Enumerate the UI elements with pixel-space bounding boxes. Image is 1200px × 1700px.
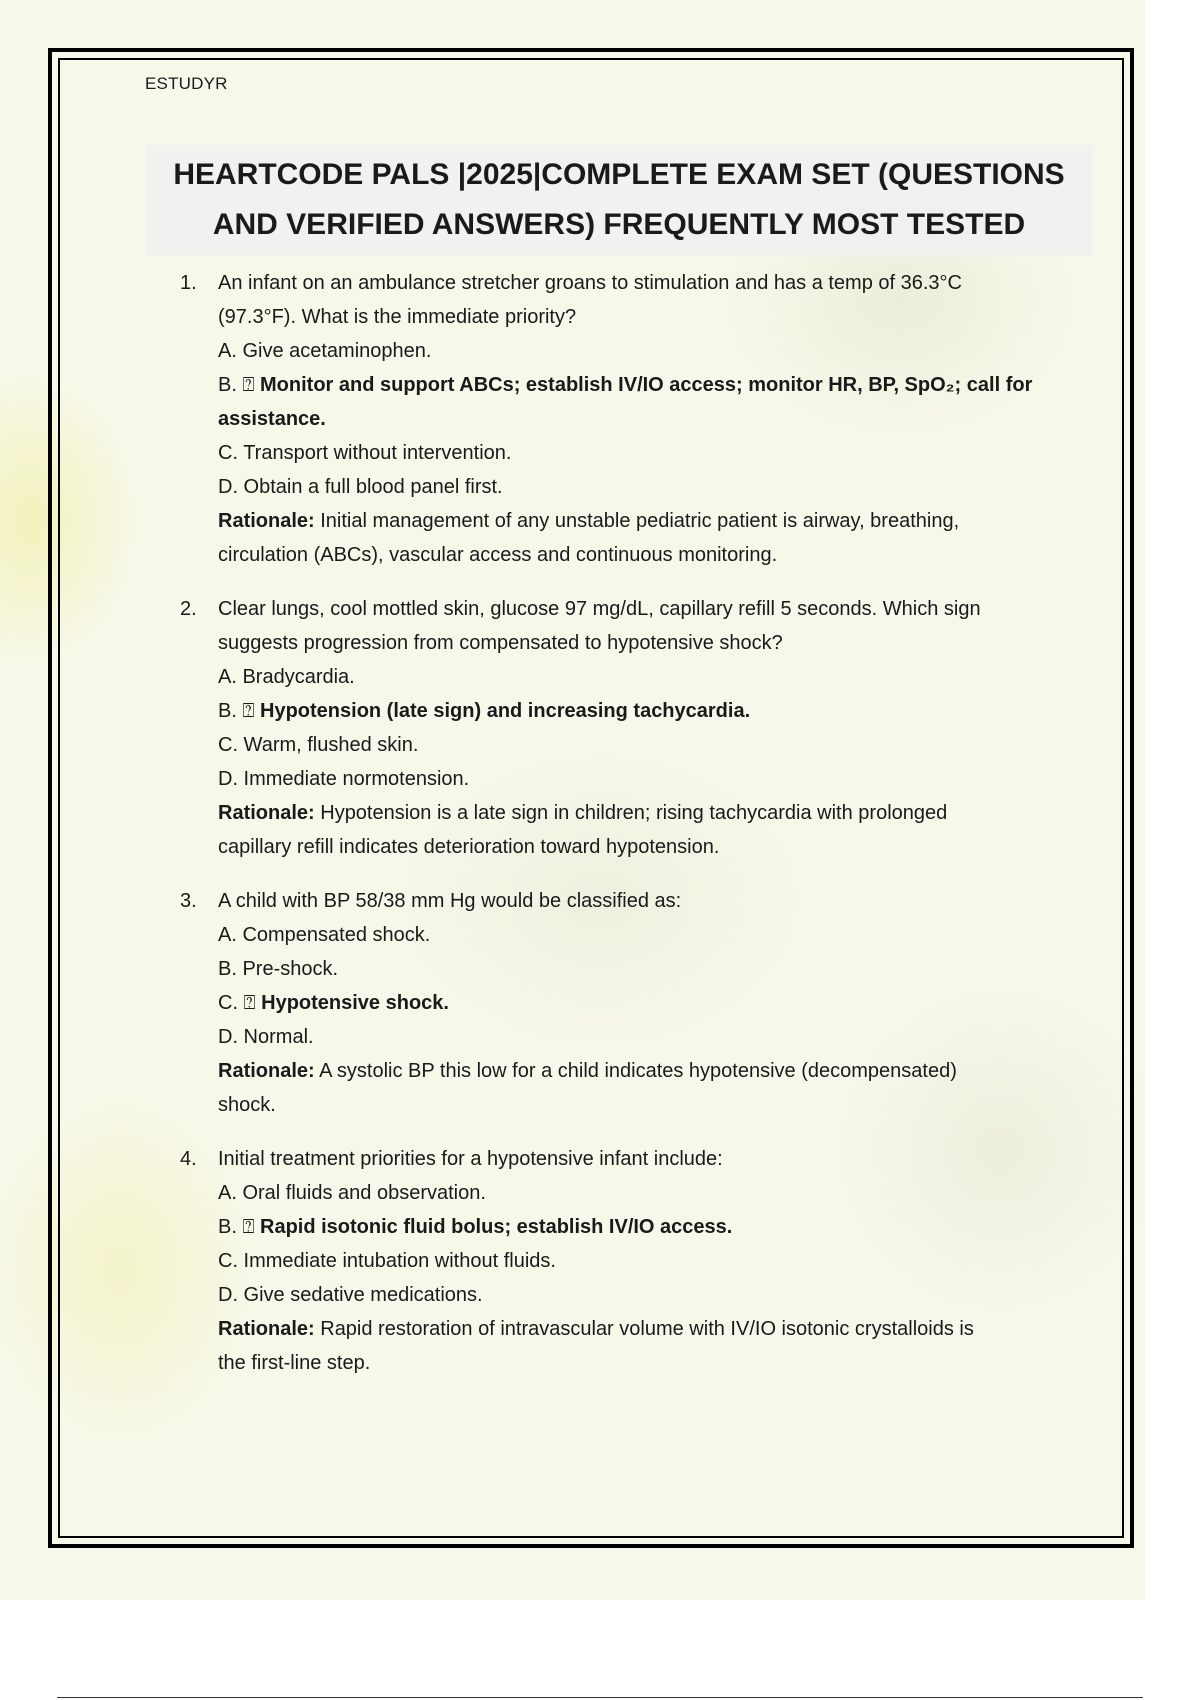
rationale bbox=[218, 1312, 1080, 1346]
rationale-text-cont: capillary refill indicates deterioration toward hypotension. bbox=[218, 836, 720, 858]
question-number: 4. bbox=[180, 1148, 197, 1170]
rationale bbox=[218, 1054, 1080, 1088]
option-b-correct bbox=[218, 368, 1080, 402]
question-stem: A child with BP 58/38 mm Hg would be classified as: bbox=[218, 890, 682, 912]
option-a: A. Oral fluids and observation. bbox=[218, 1182, 486, 1204]
question-number: 1. bbox=[180, 272, 197, 294]
option-b-correct bbox=[218, 694, 1080, 728]
rationale-text-cont: the first-line step. bbox=[218, 1352, 371, 1374]
rationale-text: A systolic BP this low for a child indicates hypotensive (decompensated) bbox=[314, 1060, 957, 1082]
question-3 bbox=[180, 884, 1080, 1122]
option-b-prefix: B. ⍰ bbox=[218, 374, 261, 396]
option-d: D. Normal. bbox=[218, 1026, 314, 1048]
option-d: D. Immediate normotension. bbox=[218, 768, 470, 790]
rationale-label: Rationale: bbox=[218, 1060, 315, 1082]
question-stem-cont: suggests progression from compensated to hypotensive shock? bbox=[218, 632, 783, 654]
correct-answer-text: Hypotensive shock. bbox=[261, 992, 449, 1014]
correct-answer-text: Hypotension (late sign) and increasing tachycardia. bbox=[260, 700, 751, 722]
rationale-label: Rationale: bbox=[218, 802, 315, 824]
correct-answer-text: Monitor and support ABCs; establish IV/IO access; monitor HR, BP, SpO₂; call for bbox=[260, 374, 1033, 396]
question-stem: Clear lungs, cool mottled skin, glucose 97 mg/dL, capillary refill 5 seconds. Which sign bbox=[218, 598, 981, 620]
rationale-label: Rationale: bbox=[218, 510, 315, 532]
question-2 bbox=[180, 592, 1080, 864]
rationale bbox=[218, 504, 1080, 538]
option-b: B. Pre-shock. bbox=[218, 958, 339, 980]
correct-answer-text: Rapid isotonic fluid bolus; establish IV/IO access. bbox=[260, 1216, 733, 1238]
brand-label: ESTUDYR bbox=[145, 74, 228, 93]
option-a: A. Give acetaminophen. bbox=[218, 340, 432, 362]
option-d: D. Obtain a full blood panel first. bbox=[218, 476, 503, 498]
question-stem-cont: (97.3°F). What is the immediate priority? bbox=[218, 306, 577, 328]
question-list bbox=[180, 266, 1080, 1400]
title-line-2: AND VERIFIED ANSWERS) FREQUENTLY MOST TESTED bbox=[212, 208, 1026, 241]
footer-rule bbox=[57, 1697, 1143, 1698]
option-c-correct bbox=[218, 986, 1080, 1020]
question-number: 3. bbox=[180, 890, 197, 912]
option-b-prefix: B. ⍰ bbox=[218, 700, 261, 722]
rationale-text-cont: circulation (ABCs), vascular access and continuous monitoring. bbox=[218, 544, 778, 566]
question-number: 2. bbox=[180, 598, 197, 620]
option-c: C. Immediate intubation without fluids. bbox=[218, 1250, 556, 1272]
correct-answer-text-cont: assistance. bbox=[218, 408, 326, 430]
option-c: C. Warm, flushed skin. bbox=[218, 734, 419, 756]
option-c: C. Transport without intervention. bbox=[218, 442, 512, 464]
question-4 bbox=[180, 1142, 1080, 1380]
question-stem: Initial treatment priorities for a hypotensive infant include: bbox=[218, 1148, 723, 1170]
rationale-label: Rationale: bbox=[218, 1318, 315, 1340]
question-stem: An infant on an ambulance stretcher groans to stimulation and has a temp of 36.3°C bbox=[218, 272, 962, 294]
rationale-text: Rapid restoration of intravascular volume with IV/IO isotonic crystalloids is bbox=[314, 1318, 974, 1340]
title-line-1: HEARTCODE PALS |2025|COMPLETE EXAM SET (QUESTIONS bbox=[173, 158, 1065, 191]
rationale-text: Hypotension is a late sign in children; rising tachycardia with prolonged bbox=[314, 802, 948, 824]
rationale bbox=[218, 796, 1080, 830]
option-b-correct bbox=[218, 1210, 1080, 1244]
option-a: A. Compensated shock. bbox=[218, 924, 431, 946]
rationale-text-cont: shock. bbox=[218, 1094, 276, 1116]
option-d: D. Give sedative medications. bbox=[218, 1284, 483, 1306]
question-1 bbox=[180, 266, 1080, 572]
document-title bbox=[146, 145, 1092, 256]
option-b-prefix: B. ⍰ bbox=[218, 1216, 261, 1238]
option-a: A. Bradycardia. bbox=[218, 666, 355, 688]
rationale-text: Initial management of any unstable pediatric patient is airway, breathing, bbox=[314, 510, 960, 532]
option-c-prefix: C. ⍰ bbox=[218, 992, 262, 1014]
